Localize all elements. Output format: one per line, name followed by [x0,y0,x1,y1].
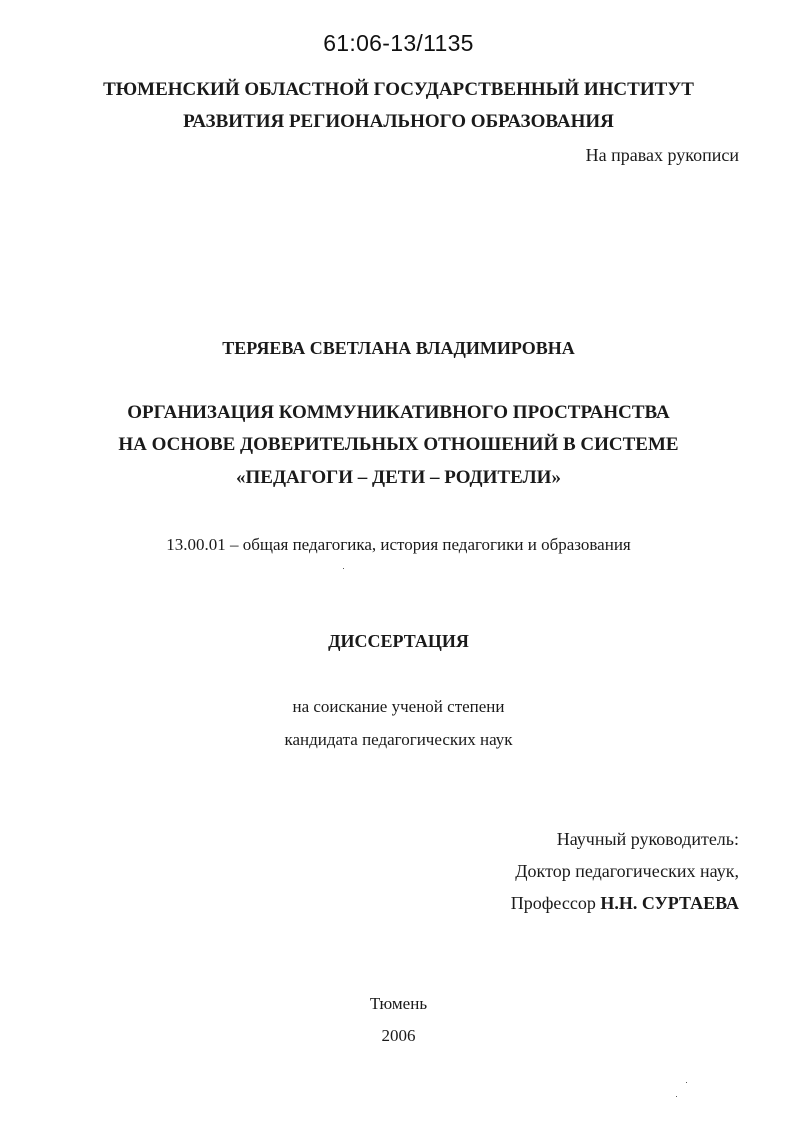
degree-line-1: на соискание ученой степени [292,697,505,716]
scan-speck [676,1096,677,1097]
archive-stamp: 61:06-13/1135 [323,30,474,56]
work-type-heading: ДИССЕРТАЦИЯ [328,631,469,651]
institution-line-2: РАЗВИТИЯ РЕГИОНАЛЬНОГО ОБРАЗОВАНИЯ [183,111,614,132]
title-line-3: «ПЕДАГОГИ – ДЕТИ – РОДИТЕЛИ» [236,467,561,488]
degree-line-2: кандидата педагогических наук [284,730,513,749]
city: Тюмень [369,994,428,1013]
supervisor-line [511,894,739,912]
manuscript-note: На правах рукописи [585,145,739,165]
supervisor-label: Научный руководитель: [556,829,739,849]
author-name: ТЕРЯЕВА СВЕТЛАНА ВЛАДИМИРОВНА [222,338,575,358]
supervisor-name: Н.Н. СУРТАЕВА [600,893,739,913]
supervisor-rank: Профессор [510,893,596,913]
title-line-1: ОРГАНИЗАЦИЯ КОММУНИКАТИВНОГО ПРОСТРАНСТВА [127,402,670,423]
scan-speck [686,1082,687,1083]
year: 2006 [381,1026,416,1045]
title-line-2: НА ОСНОВЕ ДОВЕРИТЕЛЬНЫХ ОТНОШЕНИЙ В СИСТЕМЕ [118,434,679,455]
supervisor-degree: Доктор педагогических наук, [515,861,739,881]
institution-line-1: ТЮМЕНСКИЙ ОБЛАСТНОЙ ГОСУДАРСТВЕННЫЙ ИНСТИТУТ [103,79,694,100]
specialty-code: 13.00.01 – общая педагогика, история педагогики и образования [166,535,631,554]
scan-speck [343,568,344,569]
